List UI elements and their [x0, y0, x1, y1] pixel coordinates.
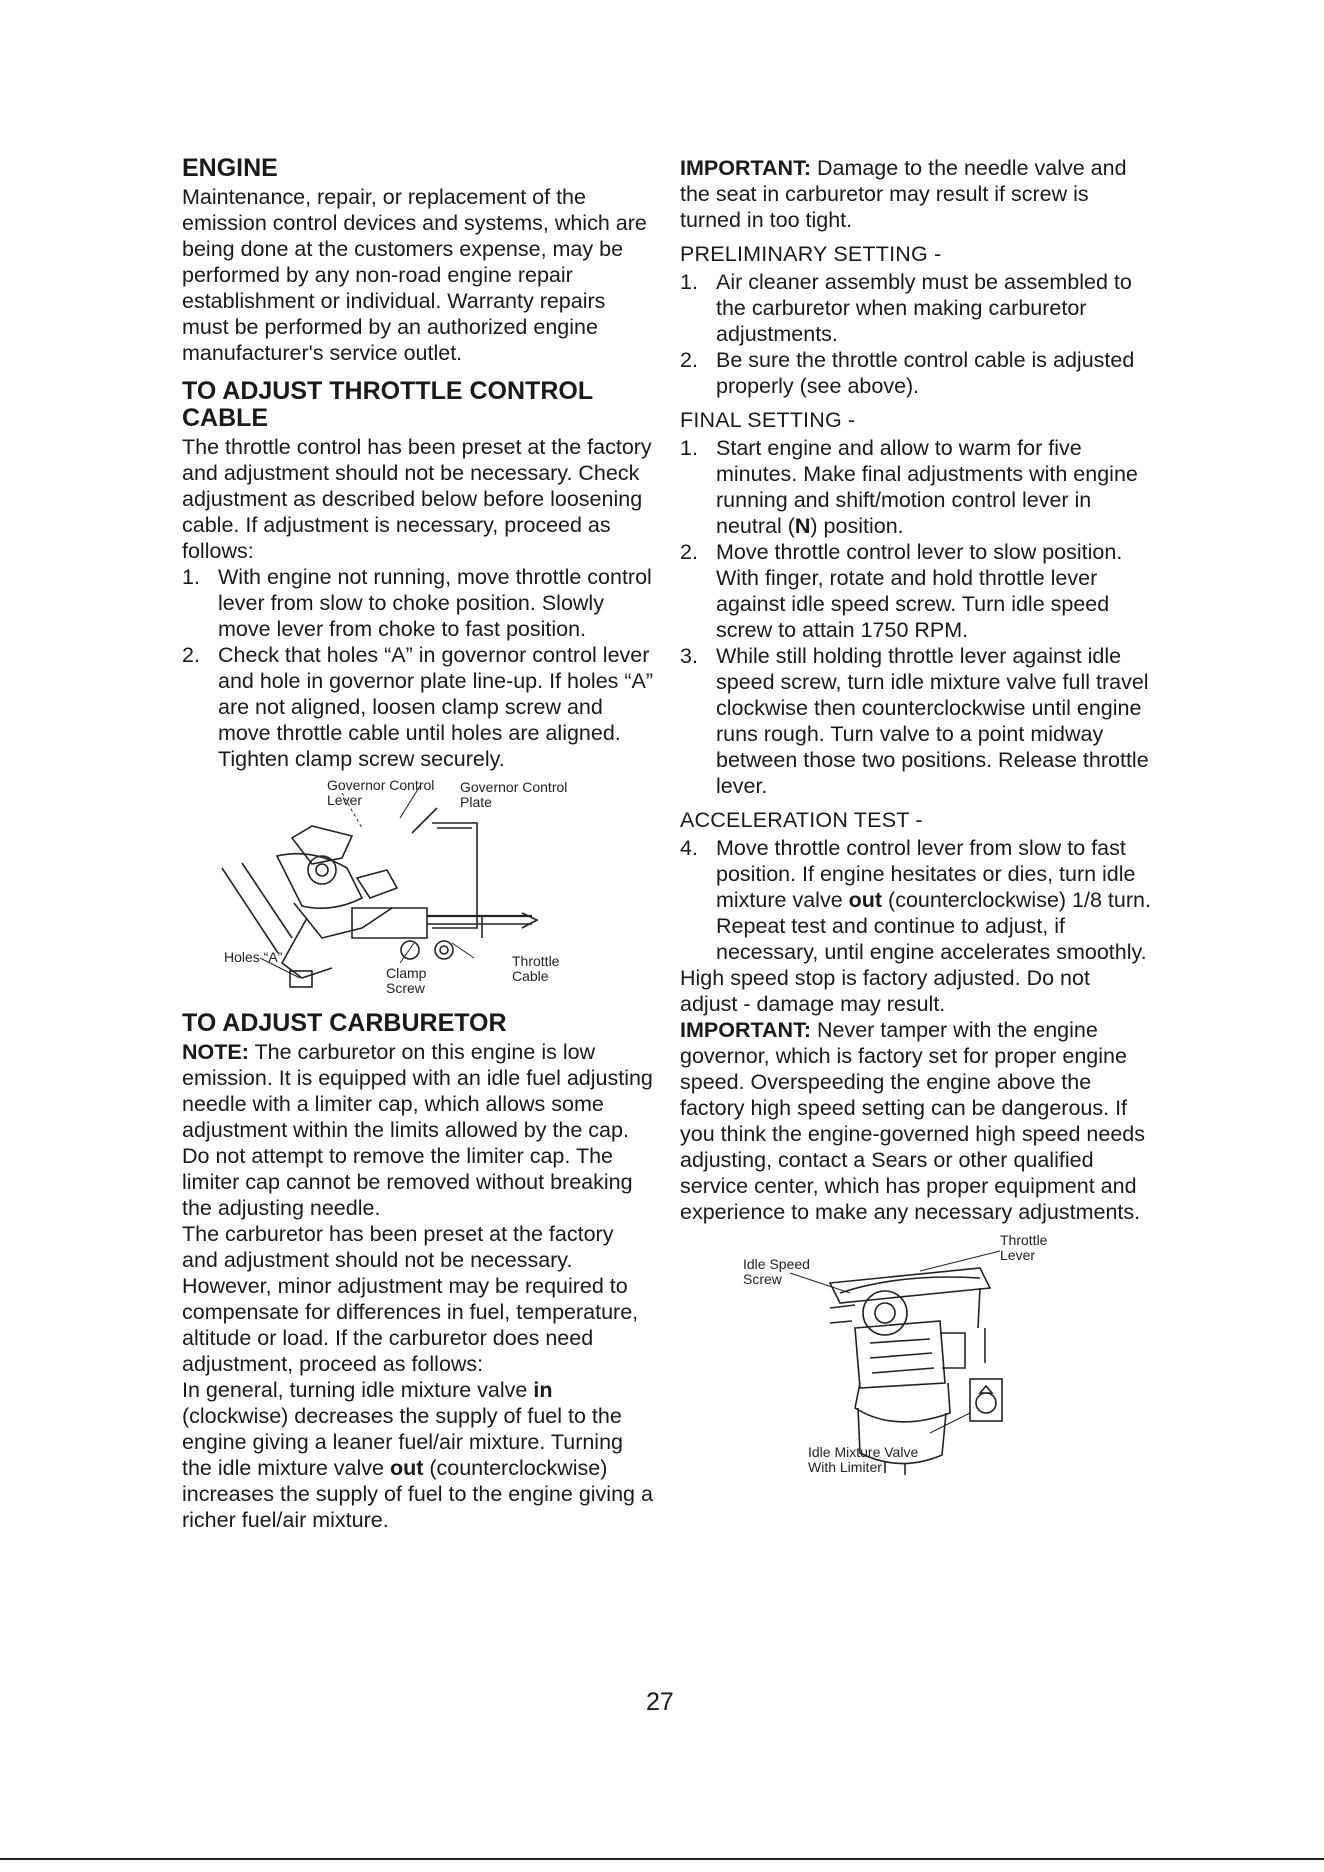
- throttle-steps: [182, 564, 654, 772]
- step-number: 2.: [680, 540, 698, 564]
- step-text-part: Start engine and allow to warm for five minutes. Make final adjustments with engine running and shift/motion control lever in neutral (: [716, 436, 1138, 538]
- high-speed-note: High speed stop is factory adjusted. Do not adjust - damage may result.: [680, 966, 1090, 1016]
- step-text-part: (counterclockwise) 1/8 turn. Repeat test and continue to adjust, if necessary, until engine accelerates smoothly.: [716, 888, 1151, 964]
- idle-mixture-valve-label: Idle Mixture Valve With Limiter: [808, 1444, 919, 1475]
- left-column: [182, 155, 654, 1533]
- governor-plate-label: Governor Control Plate: [460, 779, 568, 810]
- throttle-cable-label: Throttle Cable: [512, 953, 560, 984]
- carburetor-figure: [680, 1233, 1152, 1483]
- important-label: IMPORTANT:: [680, 1018, 811, 1042]
- preliminary-step: [680, 347, 1152, 399]
- throttle-heading: TO ADJUST THROTTLE CONTROL CABLE: [182, 377, 593, 432]
- governor-lever-label: Governor Control Lever: [327, 777, 435, 808]
- final-step: [680, 643, 1152, 799]
- para3-text: (counterclockwise) increases the supply of fuel to the engine giving a richer fuel/air mixture.: [182, 1456, 653, 1532]
- preliminary-step: [680, 269, 1152, 347]
- step-text: With engine not running, move throttle control lever from slow to choke position. Slowly move lever from choke to fast position.: [218, 565, 652, 641]
- para3-text: (clockwise) decreases the supply of fuel to the engine giving a leaner fuel/air mixture. Turning the idle mixture valve: [182, 1404, 624, 1480]
- acceleration-step: [680, 835, 1152, 965]
- step-number: 3.: [680, 644, 698, 668]
- carburetor-para2: The carburetor has been preset at the factory and adjustment should not be necessary. However, minor adjustment may be required to compensate for differences in fuel, temperature, altitude or load. If the carburetor does need adjustment, proceed as follows:: [182, 1222, 639, 1376]
- step-text: Air cleaner assembly must be assembled to the carburetor when making carburetor adjustments.: [716, 270, 1132, 346]
- step-number: 4.: [680, 836, 698, 860]
- engine-heading: ENGINE: [182, 154, 278, 182]
- step-text-part: ) position.: [810, 514, 904, 538]
- step-number: 1.: [182, 565, 200, 589]
- engine-body: Maintenance, repair, or replacement of the emission control devices and systems, which are being done at the customers expense, may be performed by any non-road engine repair establishment or individual. Warranty repairs must be performed by an authorized engine manufacturer's service outlet.: [182, 185, 647, 365]
- step-emph-out: out: [848, 888, 883, 912]
- step-text: While still holding throttle lever against idle speed screw, turn idle mixture valve full travel clockwise then counterclockwise until engine runs rough. Turn valve to a point midway between those two positions. Release throttle lever.: [716, 644, 1149, 798]
- neutral-symbol: N: [794, 514, 811, 538]
- step-number: 1.: [680, 436, 698, 460]
- throttle-step: [182, 642, 654, 772]
- throttle-intro: The throttle control has been preset at the factory and adjustment should not be necessary. Check adjustment as described below before loosening cable. If adjustment is necessary, proceed as follows:: [182, 435, 652, 563]
- step-text: Check that holes “A” in governor control lever and hole in governor plate line-up. If holes “A” are not aligned, loosen clamp screw and move throttle cable until holes are aligned. Tighten clamp screw securely.: [218, 643, 654, 771]
- step-number: 2.: [680, 348, 698, 372]
- acceleration-steps: [680, 835, 1152, 965]
- final-steps: [680, 435, 1152, 799]
- final-heading: FINAL SETTING -: [680, 408, 856, 432]
- bottom-rule: [0, 1858, 1324, 1860]
- idle-speed-screw-label: Idle Speed Screw: [743, 1256, 810, 1287]
- clamp-screw-label: Clamp Screw: [386, 965, 427, 996]
- holes-a-label: Holes “A”: [224, 949, 283, 965]
- note-text: The carburetor on this engine is low emission. It is equipped with an idle fuel adjusting needle with a limiter cap, which allows some adjustment within the limits allowed by the cap. Do not attempt to remove the limiter cap. The limiter cap cannot be removed without breaking the adjusting needle.: [182, 1040, 653, 1220]
- throttle-lever-label: Throttle Lever: [1000, 1232, 1048, 1263]
- note-label: NOTE:: [182, 1040, 249, 1064]
- para3-text: In general, turning idle mixture valve: [182, 1378, 534, 1402]
- step-text: [716, 836, 1151, 964]
- step-text: [716, 436, 1138, 538]
- step-text: Move throttle control lever to slow position. With finger, rotate and hold throttle lever against idle speed screw. Turn idle speed screw to attain 1750 RPM.: [716, 540, 1123, 642]
- final-step: [680, 539, 1152, 643]
- throttle-step: [182, 564, 654, 642]
- preliminary-heading: PRELIMINARY SETTING -: [680, 242, 942, 266]
- page-number: 27: [646, 1688, 674, 1716]
- para3-emph-in: in: [533, 1378, 553, 1402]
- preliminary-steps: [680, 269, 1152, 399]
- important-text: Damage to the needle valve and the seat in carburetor may result if screw is turned in too tight.: [680, 156, 1127, 232]
- governor-figure: [182, 778, 654, 996]
- important-note-2: [680, 1017, 1152, 1225]
- step-text: Be sure the throttle control cable is adjusted properly (see above).: [716, 348, 1135, 398]
- important-text: Never tamper with the engine governor, which is factory set for proper engine speed. Overspeeding the engine above the factory high speed setting can be dangerous. If you think the engine-governed high speed needs adjusting, contact a Sears or other qualified service center, which has proper equipment and experience to make any necessary adjustments.: [680, 1018, 1145, 1224]
- right-column: [680, 155, 1152, 1491]
- carburetor-heading: TO ADJUST CARBURETOR: [182, 1009, 507, 1037]
- step-text-part: Move throttle control lever from slow to fast position. If engine hesitates or dies, turn idle mixture valve: [716, 836, 1136, 912]
- carburetor-note: [182, 1039, 654, 1221]
- final-step: [680, 435, 1152, 539]
- important-note-1: [680, 155, 1152, 233]
- para3-emph-out: out: [389, 1456, 424, 1480]
- step-number: 2.: [182, 643, 200, 667]
- important-label: IMPORTANT:: [680, 156, 811, 180]
- carburetor-para3: [182, 1377, 654, 1533]
- step-number: 1.: [680, 270, 698, 294]
- acceleration-heading: ACCELERATION TEST -: [680, 808, 923, 832]
